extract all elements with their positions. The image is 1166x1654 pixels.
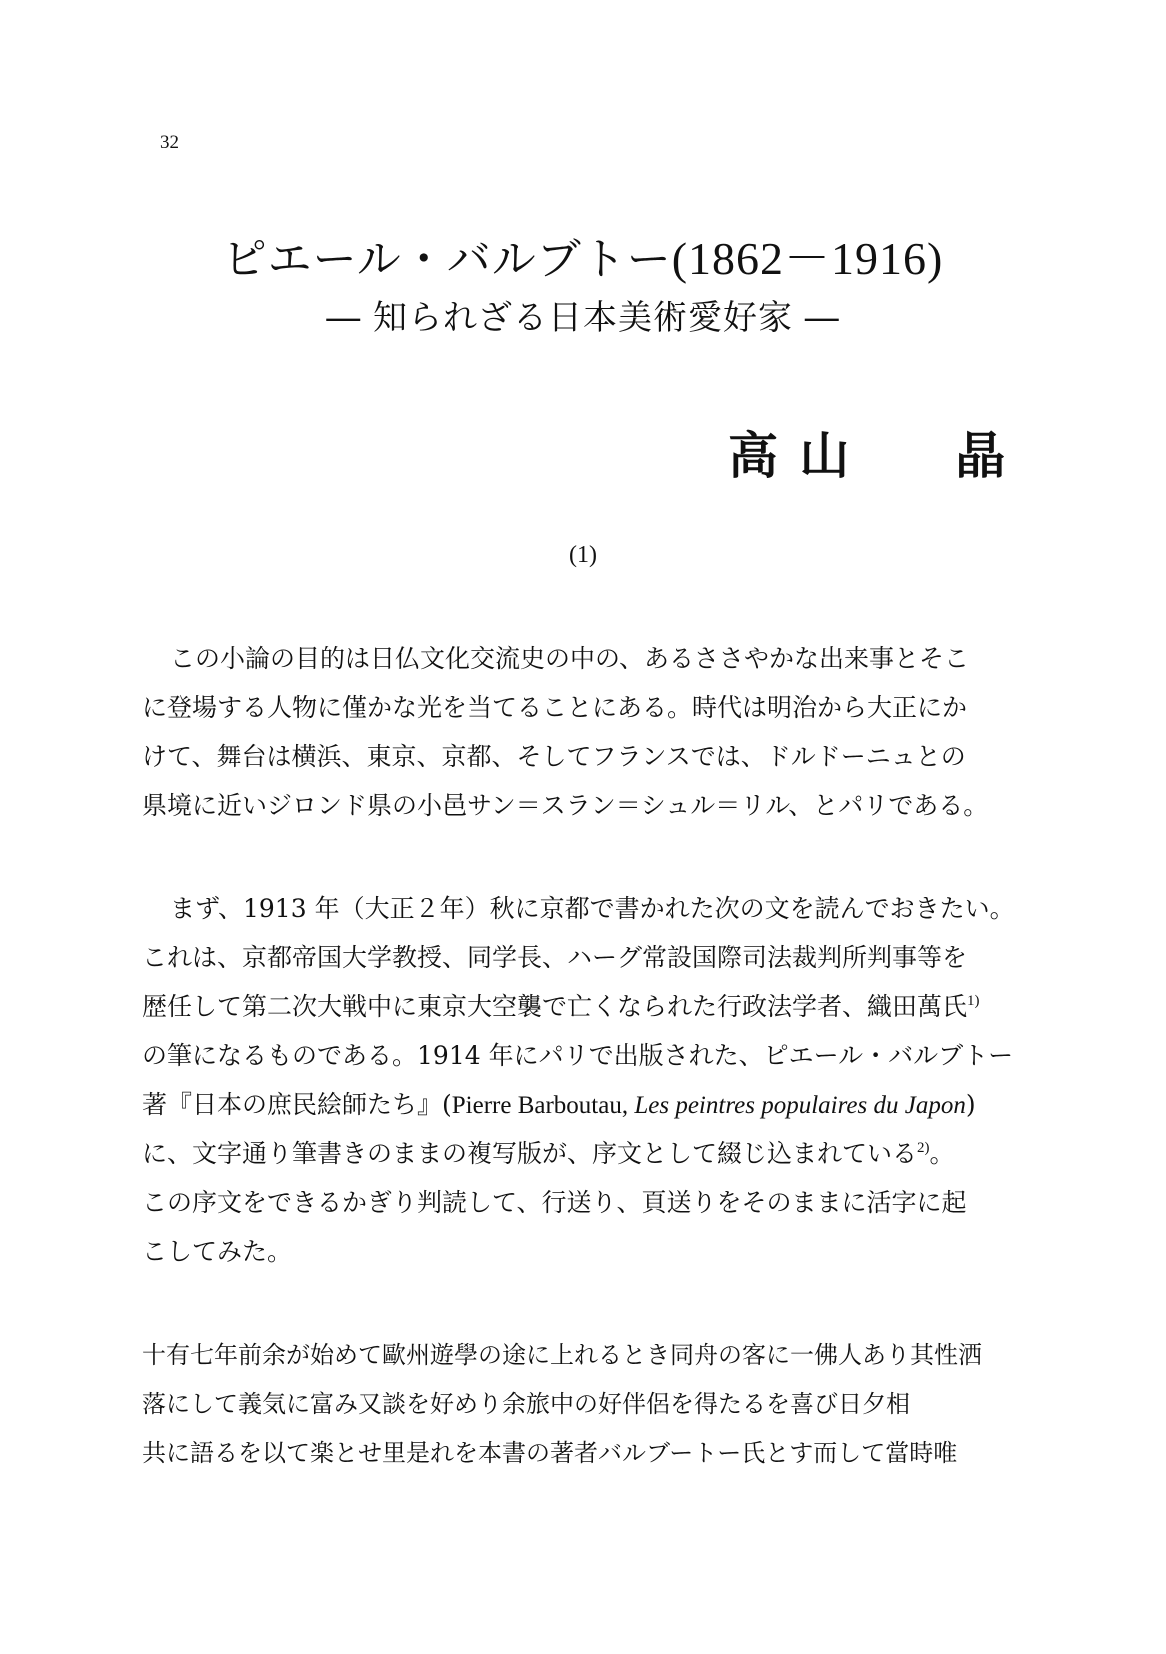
paragraph-line: これは、京都帝国大学教授、同学長、ハーグ常設国際司法裁判所判事等を	[142, 943, 968, 972]
footnote-marker: 1)	[967, 993, 980, 1009]
paragraph-text: 著『日本の庶民絵師たち』(	[142, 1090, 452, 1119]
author-name: 高 山 晶	[728, 426, 1008, 485]
paragraph-line: けて、舞台は横浜、東京、京都、そしてフランスでは、ドルドーニュとの	[142, 742, 966, 771]
quote-line: 落にして義気に富み又談を好めり余旅中の好伴侶を得たるを喜び日夕相	[142, 1390, 910, 1418]
article-title	[0, 222, 1166, 288]
preface-transcription	[142, 1331, 1022, 1478]
paragraph-text: )	[965, 1090, 976, 1119]
paragraph-line: この序文をできるかぎり判読して、行送り、頁送りをそのままに活字に起	[142, 1188, 967, 1217]
paragraph-line	[142, 982, 1022, 1031]
paragraph-line: の筆になるものである。1914 年にパリで出版された、ピエール・バルブトー	[142, 1041, 1014, 1070]
book-author: Pierre Barboutau,	[451, 1092, 635, 1119]
quote-line: 共に語るを以て楽とせ里是れを本書の著者バルブートー氏とす而して當時唯	[142, 1439, 958, 1467]
paragraph-line: まず、1913 年（大正２年）秋に京都で書かれた次の文を読んでおきたい。	[170, 894, 1015, 923]
paragraph-text: 。	[929, 1139, 955, 1168]
title-years: (1862－1916)	[671, 233, 944, 284]
book-title: Les peintres populaires du Japon	[634, 1092, 966, 1119]
section-number: (1)	[569, 542, 597, 568]
paragraph-text: に、文字通り筆書きのままの複写版が、序文として綴じ込まれている	[142, 1139, 918, 1168]
paragraph-preface-context	[142, 884, 1022, 1276]
quote-line: 十有七年前余が始めて歐州遊學の途に上れるとき同舟の客に一佛人あり其性洒	[142, 1341, 982, 1369]
paragraph-line: こしてみた。	[142, 1237, 293, 1266]
article-subtitle: ― 知られざる日本美術愛好家 ―	[326, 298, 840, 338]
title-main: ピエール・バルブトー	[222, 234, 672, 285]
paragraph-line: この小論の目的は日仏文化交流史の中の、あるささやかな出来事とそこ	[170, 644, 970, 673]
paragraph-line	[142, 1080, 1022, 1129]
paragraph-line: 県境に近いジロンド県の小邑サン＝スラン＝シュル＝リル、とパリである。	[142, 791, 989, 820]
paragraph-text: 歴任して第二次大戦中に東京大空襲で亡くなられた行政法学者、織田萬氏	[142, 992, 968, 1021]
paragraph-line	[142, 1129, 1022, 1178]
footnote-marker: 2)	[917, 1140, 930, 1156]
paragraph-intro	[142, 634, 1022, 830]
page-number: 32	[160, 132, 179, 153]
paragraph-line: に登場する人物に僅かな光を当てることにある。時代は明治から大正にか	[142, 693, 968, 722]
